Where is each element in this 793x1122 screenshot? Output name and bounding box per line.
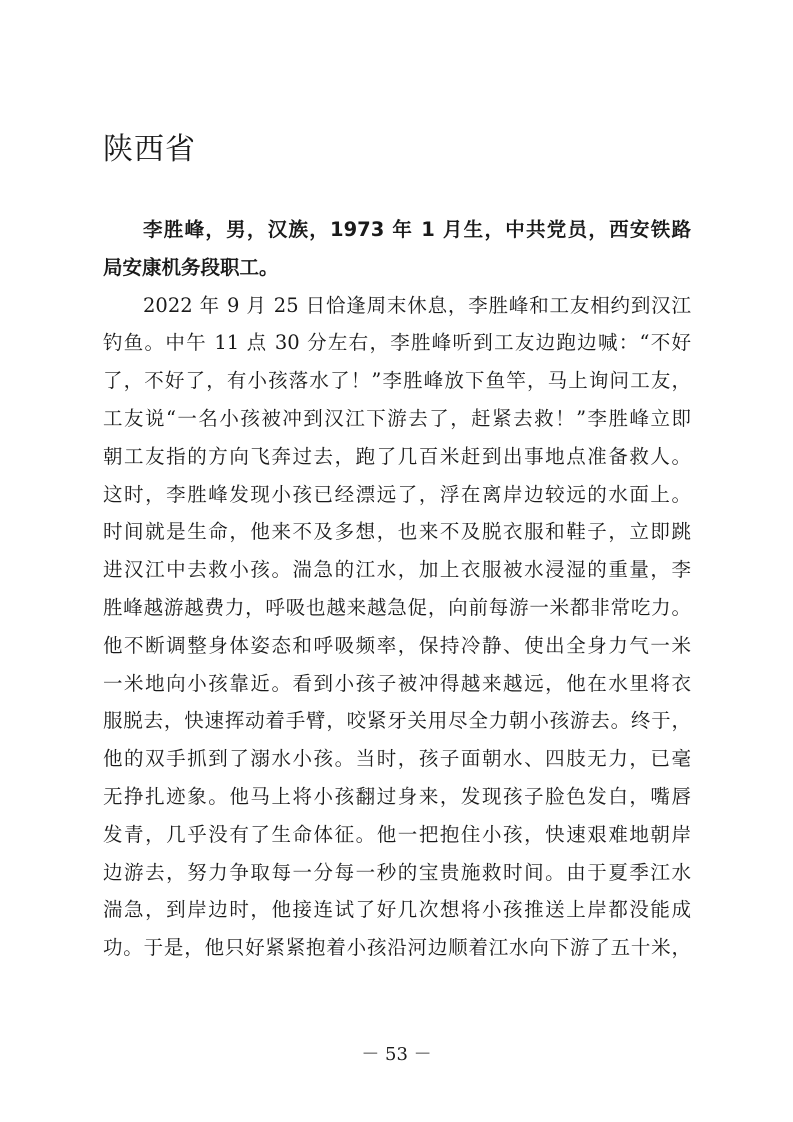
body-line: 朝工友指的方向飞奔过去，跑了几百米赶到出事地点准备救人。 xyxy=(103,444,691,468)
body-line: 发青，几乎没有了生命体征。他一把抱住小孩，快速艰难地朝岸 xyxy=(103,822,691,846)
intro-line: 李胜峰，男，汉族，1973 年 1 月生，中共党员，西安铁路 xyxy=(143,218,691,241)
body-line: 边游去，努力争取每一分每一秒的宝贵施救时间。由于夏季江水 xyxy=(103,860,691,884)
body-line: 钓鱼。中午 11 点 30 分左右，李胜峰听到工友边跑边喊：“不好 xyxy=(103,331,691,355)
body-line: 他的双手抓到了溺水小孩。当时，孩子面朝水、四肢无力，已毫 xyxy=(103,747,691,771)
body-line: 一米地向小孩靠近。看到小孩子被冲得越来越远，他在水里将衣 xyxy=(103,671,691,695)
body-line: 胜峰越游越费力，呼吸也越来越急促，向前每游一米都非常吃力。 xyxy=(103,595,691,619)
body-line: 2022 年 9 月 25 日恰逢周末休息，李胜峰和工友相约到汉江 xyxy=(143,293,691,317)
body-line: 服脱去，快速挥动着手臂，咬紧牙关用尽全力朝小孩游去。终于， xyxy=(103,709,691,733)
body-line: 进汉江中去救小孩。湍急的江水，加上衣服被水浸湿的重量，李 xyxy=(103,558,691,582)
body-line: 工友说“一名小孩被冲到汉江下游去了，赶紧去救！”李胜峰立即 xyxy=(103,406,691,430)
document-body xyxy=(103,211,691,967)
body-line: 他不断调整身体姿态和呼吸频率，保持冷静、使出全身力气一米 xyxy=(103,633,691,657)
intro-paragraph xyxy=(103,211,691,287)
body-line: 湍急，到岸边时，他接连试了好几次想将小孩推送上岸都没能成 xyxy=(103,898,691,922)
page-number: － 53 － xyxy=(361,1044,432,1065)
body-line: 了，不好了，有小孩落水了！”李胜峰放下鱼竿，马上询问工友， xyxy=(103,369,691,393)
body-line: 无挣扎迹象。他马上将小孩翻过身来，发现孩子脸色发白，嘴唇 xyxy=(103,784,691,808)
body-line: 这时，李胜峰发现小孩已经漂远了，浮在离岸边较远的水面上。 xyxy=(103,482,691,506)
body-line: 功。于是，他只好紧紧抱着小孩沿河边顺着江水向下游了五十米， xyxy=(103,936,691,960)
body-line: 时间就是生命，他来不及多想，也来不及脱衣服和鞋子，立即跳 xyxy=(103,520,691,544)
section-heading: 陕西省 xyxy=(103,132,196,167)
story-paragraph xyxy=(103,287,691,967)
intro-line: 局安康机务段职工。 xyxy=(103,255,279,279)
